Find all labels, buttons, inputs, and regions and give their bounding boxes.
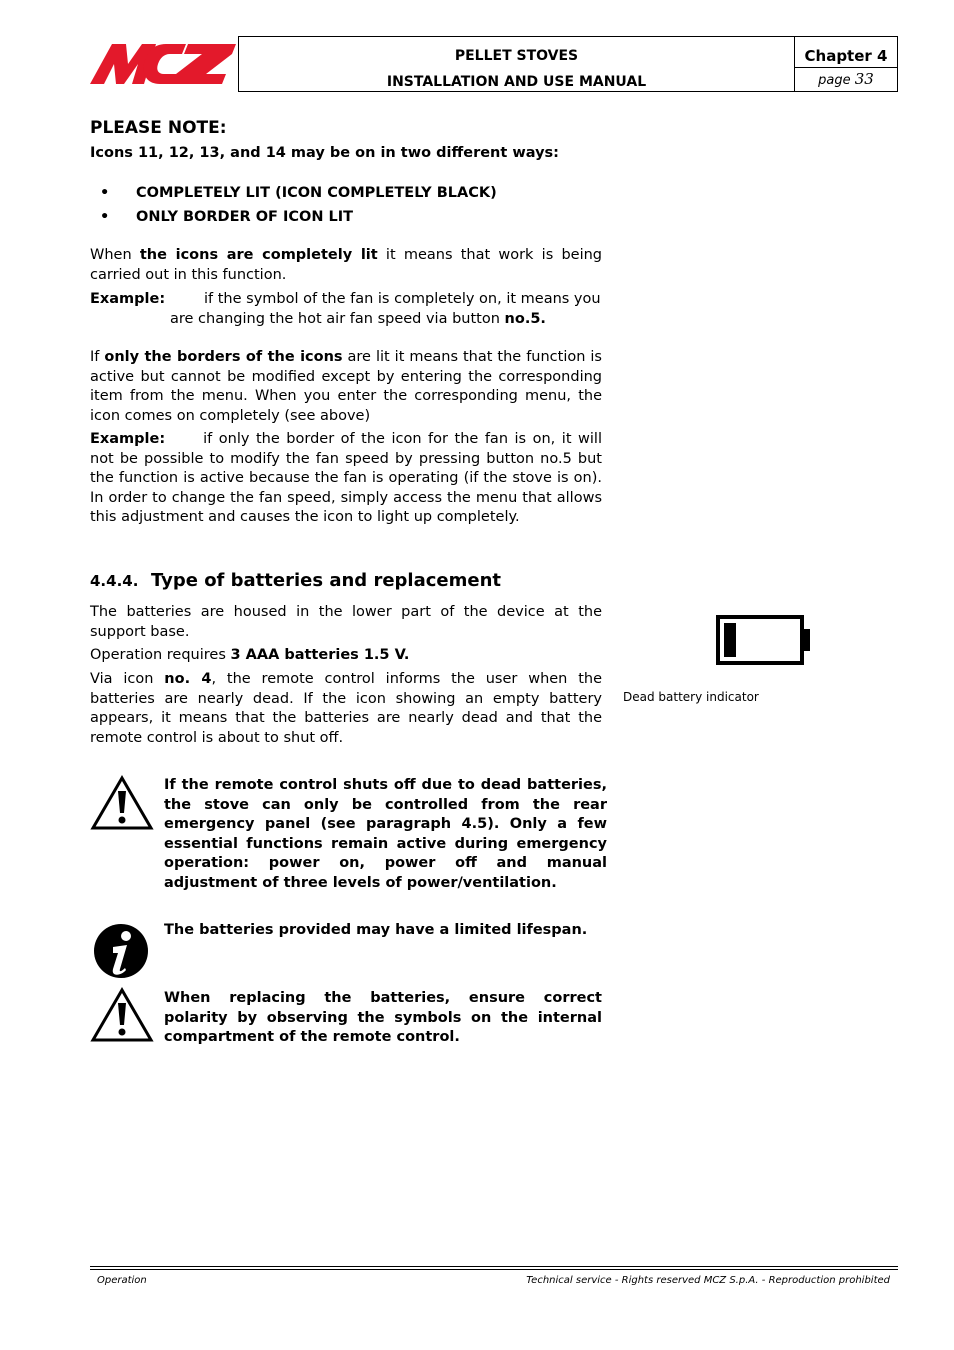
section-paragraph-2: Operation requires 3 AAA batteries 1.5 V. bbox=[90, 647, 410, 663]
example-2: Example: if only the border of the icon for the fan is on, it will not be possible to modify the fan speed by pressing button no.5 but the function is active because the fan is operating (if the stove is on). In order to change the fan speed, simply access the menu that allows this adjustment and causes the icon to light up completely. bbox=[90, 431, 602, 525]
header-title-box bbox=[238, 36, 795, 92]
section-heading: 4.4.4. Type of batteries and replacement bbox=[90, 570, 501, 591]
header-title-line2: INSTALLATION AND USE MANUAL bbox=[386, 74, 647, 90]
warning-icon bbox=[90, 775, 154, 831]
page-number: page 33 bbox=[818, 70, 874, 88]
footer-section: Operation bbox=[97, 1275, 147, 1286]
chapter-label: Chapter 4 bbox=[795, 37, 897, 68]
warning-polarity: When replacing the batteries, ensure correct polarity by observing the symbols on the internal compartment of the remote control. bbox=[164, 990, 602, 1045]
footer-rule bbox=[90, 1269, 898, 1270]
info-icon bbox=[93, 923, 149, 979]
example-2-label: Example: bbox=[90, 431, 166, 447]
header-title-line1: PELLET STOVES bbox=[454, 48, 579, 64]
header-chapter-box bbox=[794, 36, 898, 92]
footer-rule bbox=[90, 1266, 898, 1267]
icon-states-list bbox=[100, 183, 497, 231]
battery-caption: Dead battery indicator bbox=[623, 690, 759, 704]
example-1: Example: if the symbol of the fan is completely on, it means you are changing the hot air fan speed via button no.5. bbox=[90, 291, 601, 327]
section-paragraph-1: The batteries are housed in the lower part of the device at the support base. bbox=[90, 604, 602, 640]
please-note-heading: PLEASE NOTE: bbox=[90, 118, 227, 138]
warning-icon bbox=[90, 987, 154, 1043]
info-battery-lifespan: The batteries provided may have a limited lifespan. bbox=[164, 922, 588, 938]
footer-rights: Technical service - Rights reserved MCZ S.p.A. - Reproduction prohibited bbox=[526, 1275, 890, 1286]
paragraph-border-lit: If only the borders of the icons are lit it means that the function is active but cannot be modified except by entering the corresponding item from the menu. When you enter the corresponding menu, the icon comes on completely (see above) bbox=[90, 349, 602, 424]
section-paragraph-3: Via icon no. 4, the remote control informs the user when the batteries are nearly dead. If the icon showing an empty battery appears, it means that the batteries are nearly dead and that the remote control is about to shut off. bbox=[90, 671, 603, 746]
please-note-intro: Icons 11, 12, 13, and 14 may be on in two different ways: bbox=[90, 145, 559, 161]
list-item: • COMPLETELY LIT (ICON COMPLETELY BLACK) bbox=[100, 185, 497, 201]
warning-dead-batteries: If the remote control shuts off due to dead batteries, the stove can only be controlled from the rear emergency panel (see paragraph 4.5). Only a few essential functions remain active during emergency operation: power on, power off and manual adjustment of three levels of power/ventilation. bbox=[164, 777, 607, 891]
example-1-label: Example: bbox=[90, 291, 166, 307]
list-item: • ONLY BORDER OF ICON LIT bbox=[100, 209, 354, 225]
paragraph-completely-lit: When the icons are completely lit it means that work is being carried out in this function. bbox=[90, 247, 603, 283]
empty-battery-icon bbox=[716, 615, 812, 667]
mcz-logo bbox=[90, 40, 236, 88]
